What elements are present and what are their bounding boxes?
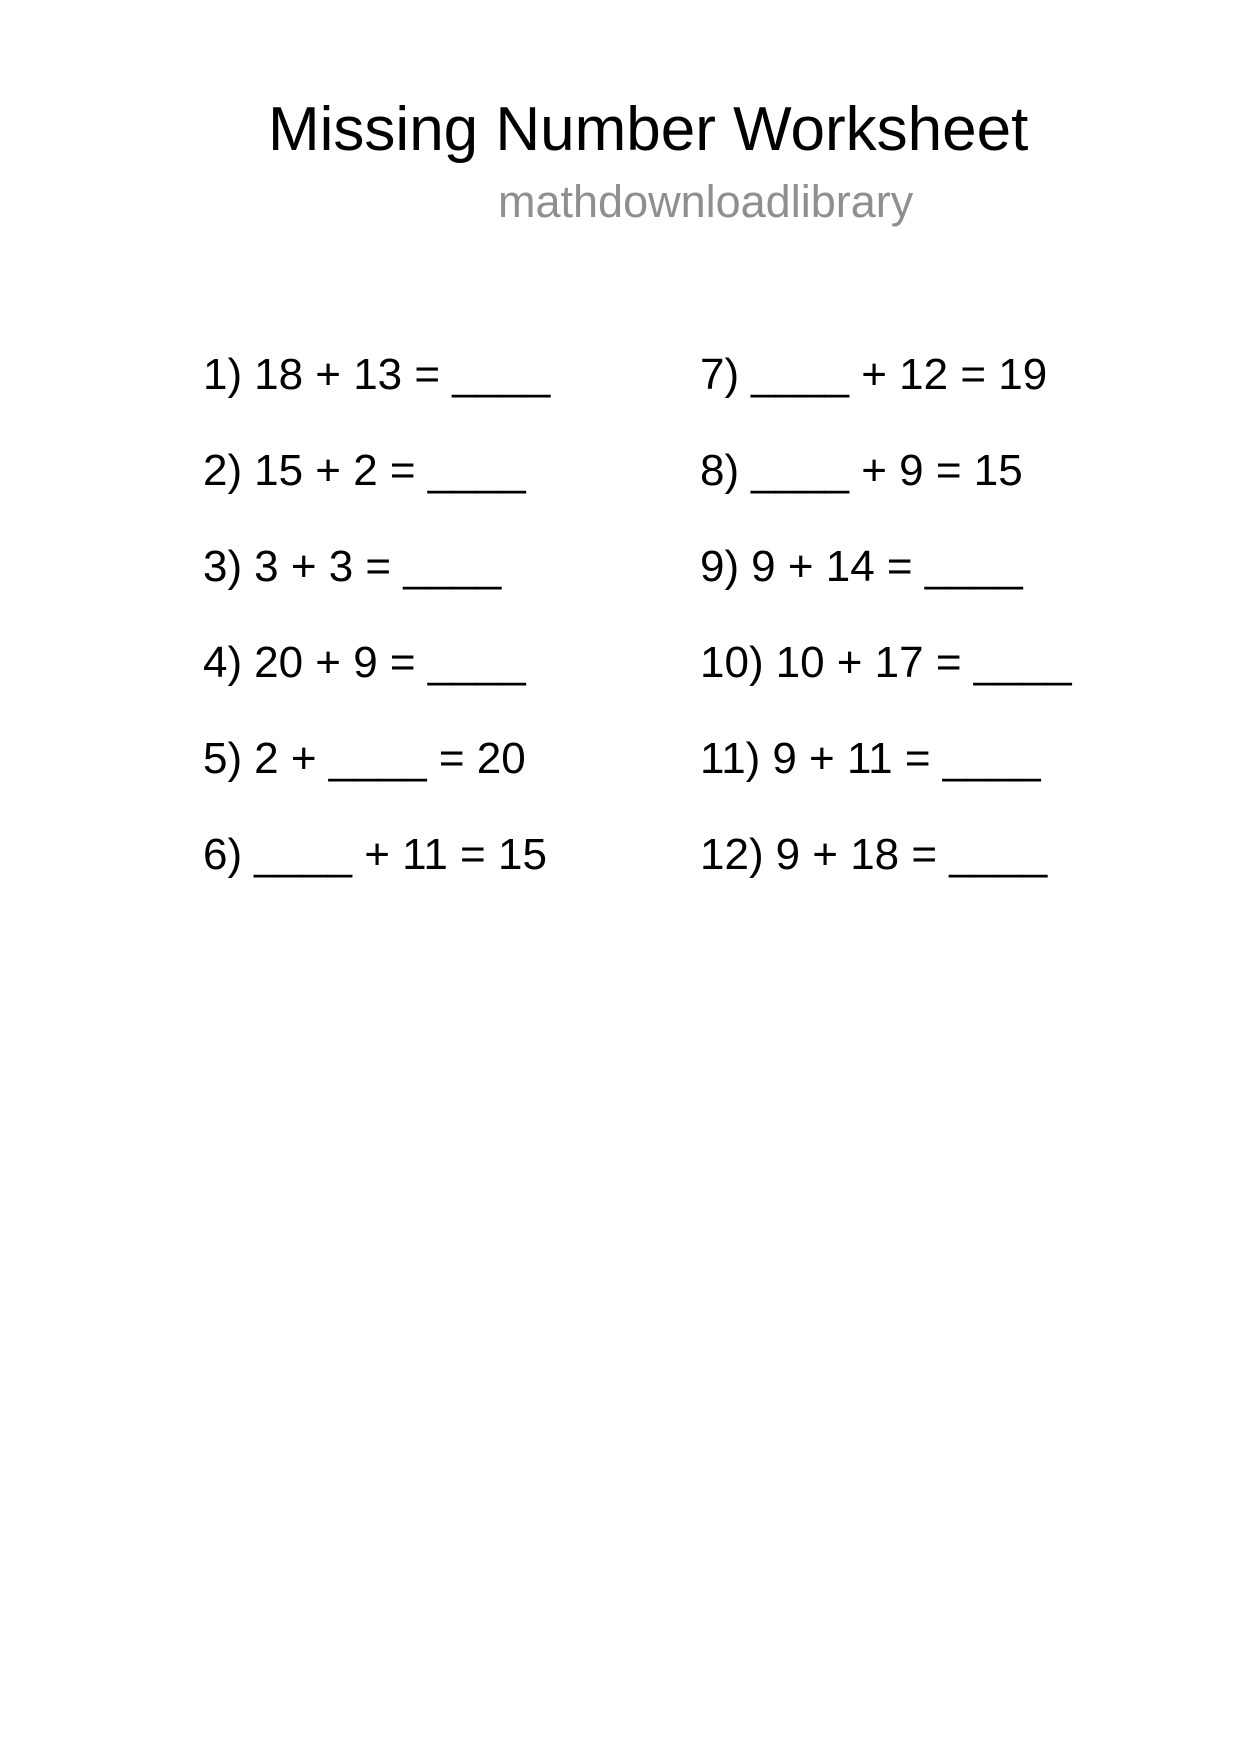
problem-number: 7) [700,350,740,399]
problem-number: 8) [700,446,740,495]
problem-number: 5) [203,734,243,783]
problem-row-2 [203,446,550,495]
problem-expression: ____ + 12 = 19 [751,350,1048,399]
problem-number: 9) [700,542,740,591]
problem-expression: ____ + 9 = 15 [751,446,1023,495]
problem-expression: 9 + 11 = ____ [772,734,1041,783]
problem-row-11 [700,734,1072,783]
problem-number: 1) [203,350,243,399]
problem-row-6 [203,830,550,879]
problems-column-left [203,350,551,929]
problem-expression: 20 + 9 = ____ [254,638,526,687]
problem-number: 6) [203,830,243,879]
page-title: Missing Number Worksheet [268,95,1029,164]
problem-number: 2) [203,446,243,495]
problem-number: 4) [203,638,243,687]
problem-number: 10) [700,638,764,687]
problem-row-3 [203,542,550,591]
problem-expression: 2 + ____ = 20 [254,734,526,783]
problem-row-4 [203,638,550,687]
problem-expression: 15 + 2 = ____ [254,446,526,495]
problem-row-8 [700,446,1072,495]
problem-row-10 [700,638,1072,687]
problem-expression: ____ + 11 = 15 [254,830,547,879]
problem-number: 12) [700,830,764,879]
problem-number: 3) [203,542,243,591]
problem-expression: 9 + 18 = ____ [775,830,1048,879]
problem-row-9 [700,542,1072,591]
problem-row-5 [203,734,550,783]
problem-expression: 18 + 13 = ____ [254,350,551,399]
problem-row-7 [700,350,1072,399]
watermark-subtitle: mathdownloadlibrary [498,176,914,227]
problem-expression: 3 + 3 = ____ [254,542,502,591]
problem-expression: 9 + 14 = ____ [751,542,1023,591]
problem-row-1 [203,350,551,399]
problems-column-right [700,350,1072,929]
problem-row-12 [700,830,1072,879]
problem-number: 11) [700,734,761,783]
problem-expression: 10 + 17 = ____ [775,638,1072,687]
